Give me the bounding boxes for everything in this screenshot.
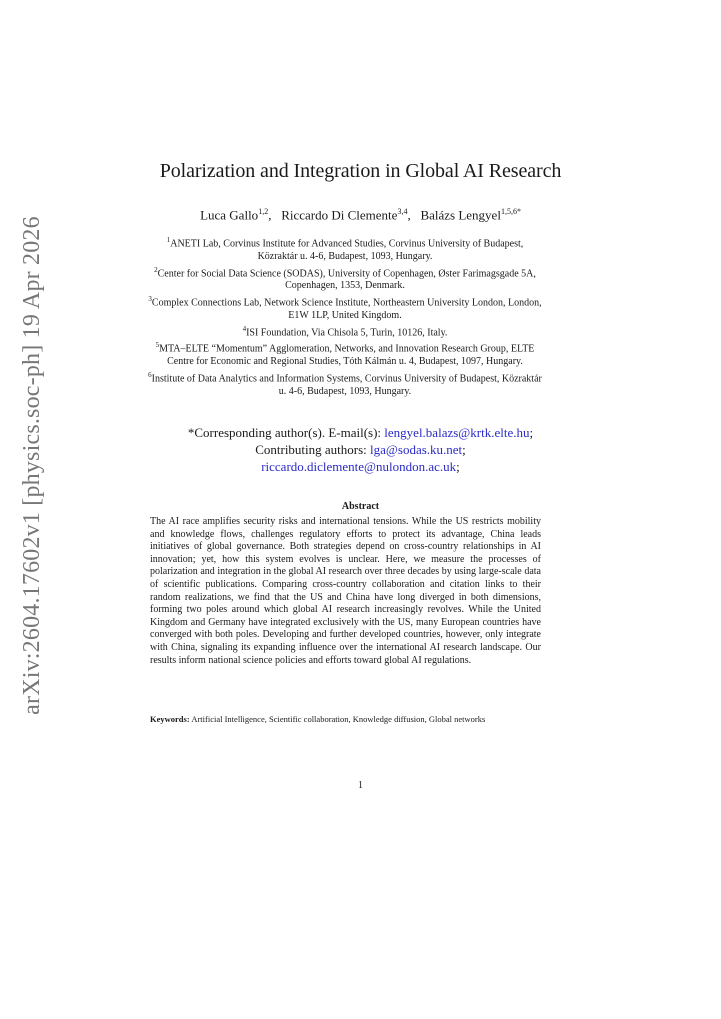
author-name: Luca Gallo: [200, 207, 259, 223]
keywords-text: Artificial Intelligence, Scientific collaboration, Knowledge diffusion, Global networks: [191, 714, 486, 724]
corresponding-email-link[interactable]: lengyel.balazs@krtk.elte.hu: [384, 425, 530, 440]
affiliation-item: [148, 234, 542, 264]
affiliation-text: Center for Social Data Science (SODAS), University of Copenhagen, Øster Farimagsgade 5A, Copenhagen, 1353, Denmark.: [157, 267, 536, 292]
author-name: Riccardo Di Clemente: [281, 207, 398, 223]
affiliation-item: [148, 323, 542, 340]
affiliations: [148, 234, 542, 399]
affiliation-item: [148, 369, 542, 399]
keywords: [150, 714, 541, 725]
abstract-body: The AI race amplifies security risks and international tensions. While the US restricts mobility and knowledge flows, challenges regulatory efforts to protect its advantage, China leads initiatives of global governance. Both strategies depend on cross-country relationships in AI innovation; yet, how this system evolves is unclear. Here, we measure the processes of polarization and integration in the global AI research over three decades by using large-scale data of scientific publications. Comparing cross-country collaboration and citation links to their random realizations, we find that the US and China have long diverged in both dimensions, forming two poles around which global AI research increasingly revolves. While the United Kingdom and Germany have integrated exclusively with the US, many European countries have converged with both poles. Developing and further developed countries, however, only integrate with China, signaling its expanding influence over the international AI research landscape. Our results inform national science policies and efforts toward global AI regulations.: [150, 516, 541, 666]
affiliation-text: ANETI Lab, Corvinus Institute for Advanced Studies, Corvinus University of Budapest, Közraktár u. 4-6, Budapest, 1093, Hungary.: [170, 238, 524, 262]
author-affil-sup: 3,4: [397, 207, 408, 216]
affiliation-num: 3: [148, 295, 152, 304]
affiliation-num: 6: [148, 370, 152, 379]
author-list: Luca Gallo$^{1,2}$, Riccardo Di Clemente$^{3,4}$, Balázs Lengyel$^{1,5,6*}$: [200, 207, 521, 223]
separator: ;: [529, 425, 534, 440]
affiliation-text: Complex Connections Lab, Network Science Institute, Northeastern University London, London, E1W 1LP, United Kingdom.: [151, 297, 542, 321]
affiliation-item: [148, 264, 542, 294]
contributing-line: [0, 441, 721, 458]
affiliation-text: MTA–ELTE “Momentum” Agglomeration, Networks, and Innovation Research Group, ELTE Centre for Economic and Regional Studies, Tóth Kálmán u. 4, Budapest, 1097, Hungary.: [159, 343, 535, 368]
contributing-line: [0, 458, 721, 475]
contributing-email-link[interactable]: lga@sodas.ku.net: [370, 442, 463, 457]
abstract-heading: Abstract: [341, 501, 380, 512]
paper-title: Polarization and Integration in Global AI Research: [159, 160, 562, 182]
keywords-label: Keywords:: [150, 714, 190, 724]
affiliation-text: Institute of Data Analytics and Information Systems, Corvinus University of Budapest, Közraktár u. 4-6, Budapest, 1093, Hungary.: [151, 373, 542, 397]
contributing-email-link[interactable]: riccardo.diclemente@nulondon.ac.uk: [261, 459, 457, 474]
affiliation-num: 2: [154, 265, 158, 274]
arxiv-identifier: arXiv:2604.17602v1 [physics.soc-ph] 19 Apr 2026: [18, 215, 45, 715]
contributing-label: Contributing authors:: [255, 442, 371, 457]
affiliation-item: [148, 339, 542, 369]
affiliation-text: ISI Foundation, Via Chisola 5, Turin, 10126, Italy.: [246, 326, 448, 338]
contact-block: [0, 424, 721, 475]
affiliation-num: 5: [155, 341, 160, 350]
author-name: Balázs Lengyel: [420, 207, 501, 223]
author-affil-sup: 1,2: [258, 207, 269, 216]
corresponding-label: *Corresponding author(s). E-mail(s):: [187, 425, 385, 440]
corresponding-line: [0, 424, 721, 441]
author-affil-sup: 1,5,6*: [500, 207, 521, 216]
affiliation-num: 4: [242, 324, 247, 333]
affiliation-num: 1: [166, 236, 171, 244]
separator: ;: [462, 442, 466, 457]
affiliation-item: [148, 293, 542, 323]
separator: ;: [456, 459, 460, 474]
page-number: 1: [358, 780, 363, 791]
